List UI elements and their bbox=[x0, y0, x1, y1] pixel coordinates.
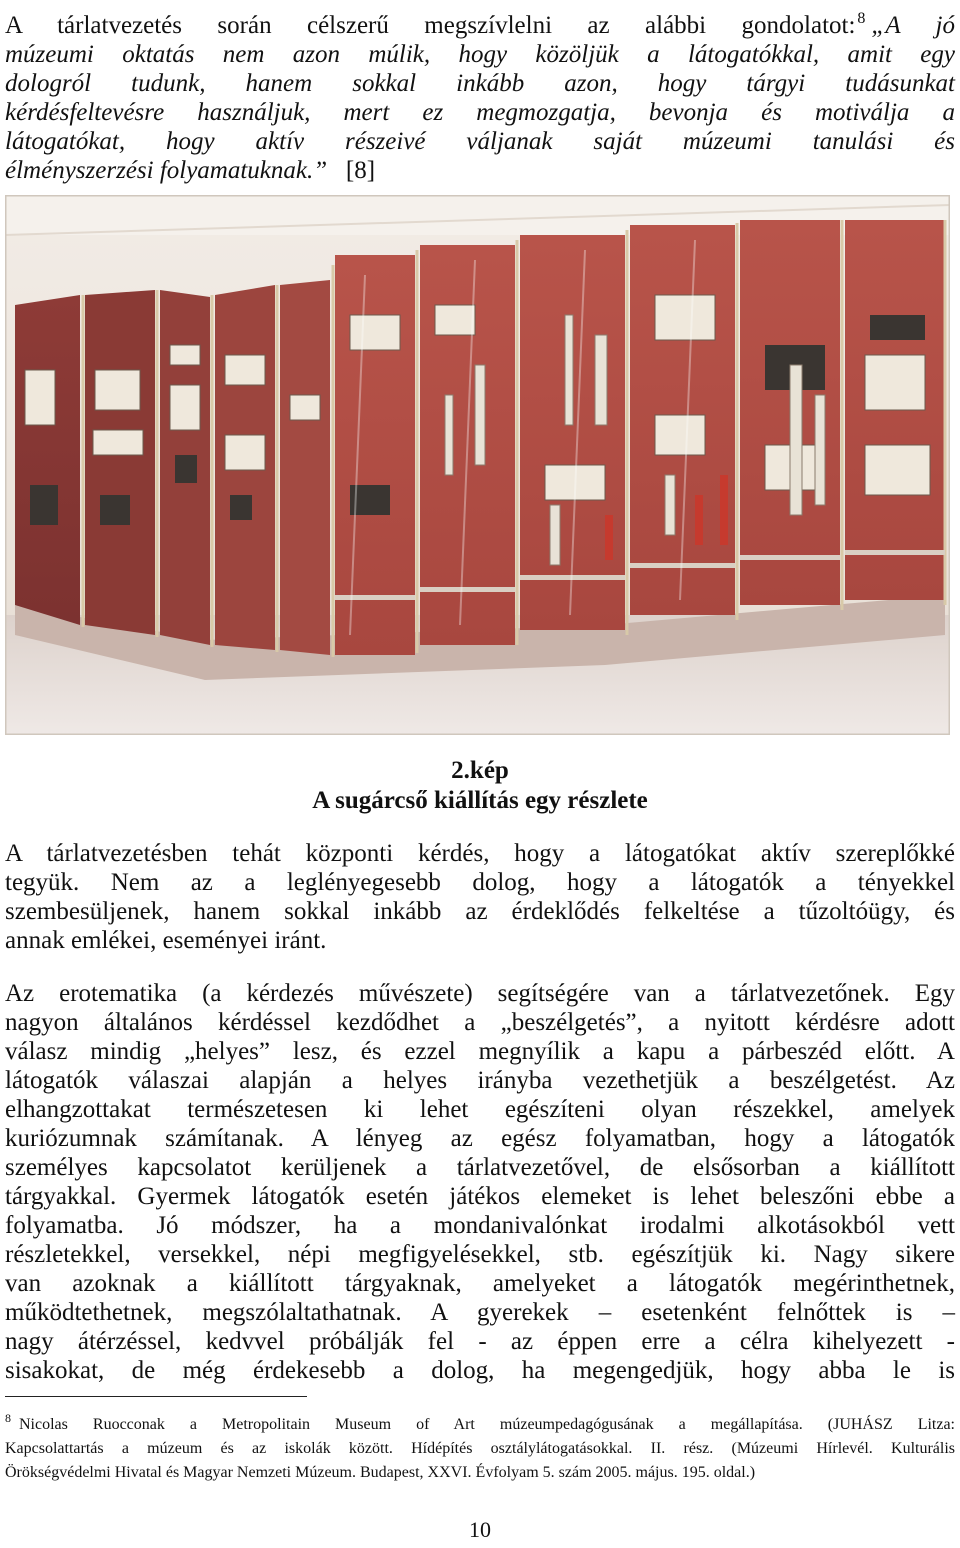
text-line: dologról tudunk, hanem sokkal inkább azon, hogy tárgyi tudásunkat bbox=[5, 70, 955, 97]
text-line: látogatók válaszai alapján a helyes irányba vezethetjük a beszélgetést. Az bbox=[5, 1067, 955, 1094]
footnote-line: $^8$ Nicolas Ruocconak a Metropolitain Museum of Art múzeumpedagógusának a megállapítása. (JUHÁSZ Litza: bbox=[5, 1411, 955, 1433]
text-line: személyes kapcsolatot kerüljenek a tárlatvezetővel, de elsősorban a kiállított bbox=[5, 1154, 955, 1181]
footnote-number: 8 bbox=[5, 1411, 11, 1425]
figure-caption bbox=[0, 756, 960, 816]
page-number: 10 bbox=[469, 1517, 491, 1542]
text-line: annak emlékei, eseményei iránt. bbox=[5, 927, 327, 954]
text-line: nagyon általános kérdéssel kezdődhet a „beszélgetés”, a nyitott kérdésre adott bbox=[5, 1009, 955, 1036]
text-line: részletekkel, versekkel, népi megfigyelésekkel, stb. egészítjük ki. Nagy sikere bbox=[5, 1241, 955, 1268]
body-paragraph bbox=[5, 839, 955, 955]
text-line: szembesüljenek, hanem sokkal inkább az érdeklődés felkeltése a tűzoltóügy, és bbox=[5, 898, 955, 925]
exhibition-photo bbox=[5, 195, 950, 735]
text-line: folyamatba. Jó módszer, ha a mondanivalónkat irodalmi alkotásokból vett bbox=[5, 1212, 955, 1239]
figure-label: 2.kép bbox=[451, 757, 509, 784]
text-line: tárgyakkal. Gyermek látogatók esetén játékos elemeket is lehet beleszőni ebbe a bbox=[5, 1183, 955, 1210]
citation: [8] bbox=[345, 157, 376, 184]
text-line: élményszerzési folyamatuknak.” [8] bbox=[5, 157, 376, 184]
footnote-line: Kapcsolattartás a múzeum és az iskolák között. Hídépítés osztálylátogatásokkal. II. rész. (Múzeumi Hírlevél. Kulturális bbox=[5, 1440, 955, 1457]
footnote-reference[interactable]: 8 bbox=[857, 10, 866, 27]
text-line: múzeumi oktatás nem azon múlik, hogy közöljük a látogatókkal, amit egy bbox=[5, 41, 955, 68]
text-line: Az erotematika (a kérdezés művészete) segítségére van a tárlatvezetőnek. Egy bbox=[5, 980, 955, 1007]
body-paragraph bbox=[5, 979, 955, 1385]
figure-title: A sugárcső kiállítás egy részlete bbox=[312, 787, 648, 814]
text-line: válasz mindig „helyes” lesz, és ezzel megnyílik a kapu a párbeszéd előtt. A bbox=[5, 1038, 955, 1065]
text-line: működtethetnek, megszólaltathatnak. A gyerekek – esetenként felnőttek is – bbox=[5, 1299, 955, 1326]
footnote-line: Örökségvédelmi Hivatal és Magyar Nemzeti Múzeum. Budapest, XXVI. Évfolyam 5. szám 2005. május. 195. oldal.) bbox=[5, 1464, 756, 1481]
text-line: kérdésfeltevésre használjuk, mert ez megmozgatja, bevonja és motiválja a bbox=[5, 99, 955, 126]
footnote bbox=[5, 1406, 955, 1485]
text-line: tegyük. Nem az a leglényegesebb dolog, hogy a látogatók a tényekkel bbox=[5, 869, 955, 896]
text-line: A tárlatvezetés során célszerű megszívlelni az alábbi gondolatot: $^8$ „A jó bbox=[5, 10, 956, 39]
intro-paragraph bbox=[5, 4, 955, 185]
text-line: A tárlatvezetésben tehát központi kérdés, hogy a látogatókat aktív szereplőkké bbox=[5, 840, 955, 867]
text-line: elhangzottakat természetesen ki lehet egészíteni olyan részekkel, amelyek bbox=[5, 1096, 955, 1123]
text-line: sisakokat, de még érdekesebb a dolog, ha megengedjük, hogy abba le is bbox=[5, 1357, 955, 1384]
text-line: van azoknak a kiállított tárgyaknak, amelyeket a látogatók megérinthetnek, bbox=[5, 1270, 955, 1297]
text-line: nagy átérzéssel, kedvvel próbálják fel - az éppen erre a célra kihelyezett - bbox=[5, 1328, 955, 1355]
text-line: kuriózumnak számítanak. A lényeg az egész folyamatban, hogy a látogatók bbox=[5, 1125, 955, 1152]
footnote-separator bbox=[5, 1396, 307, 1397]
text-line: látogatókat, hogy aktív részeivé váljanak saját múzeumi tanulási és bbox=[5, 128, 955, 155]
